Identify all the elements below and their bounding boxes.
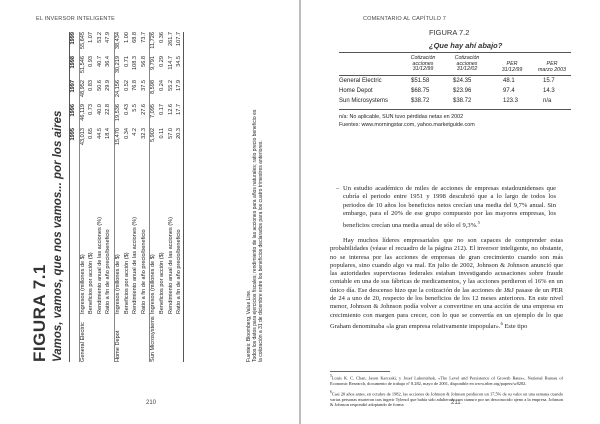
metric-label: Beneficios por acción ($) — [88, 252, 95, 314]
cell-value: 0.65 — [88, 128, 95, 139]
cell-value: 1.07 — [88, 32, 95, 43]
figure-7-1-label: FIGURA 7.1 — [30, 264, 49, 362]
company-name: Home Depot — [339, 88, 373, 94]
cell-value: 0.83 — [88, 80, 95, 91]
cell-value: 34.5 — [176, 56, 183, 67]
col-header: Cotización acciones 31/12/02 — [454, 55, 480, 73]
cell-value: $68.75 — [411, 88, 430, 94]
metric-label: Ingresos (millones de $) — [79, 254, 86, 314]
cell-value: 12.6 — [167, 104, 174, 115]
cell-value: $23.96 — [453, 88, 472, 94]
table-row — [79, 32, 89, 362]
cell-value: 1.00 — [123, 32, 130, 43]
cell-value: 0.34 — [123, 128, 130, 139]
cell-value: 8,598 — [150, 80, 157, 94]
body-paragraph — [330, 237, 563, 331]
cell-value: 17.7 — [176, 104, 183, 115]
source-line: Todos los datos para ejercicios fiscales; rendimiento de las acciones para años naturales; ratio precio beneficio es — [252, 109, 259, 362]
metric-label: Ratio a fin de año precio/beneficio — [105, 229, 112, 314]
cell-value: 11,726 — [150, 32, 157, 49]
cell-value: 38,434 — [114, 32, 121, 50]
footnote — [330, 374, 563, 386]
table-row — [159, 32, 168, 362]
cell-value: 0.52 — [123, 80, 130, 91]
cell-value: 18.4 — [105, 128, 112, 139]
cell-value: 0.29 — [158, 56, 165, 67]
figure-7-2-title: ¿Que hay ahí abajo? — [429, 41, 503, 50]
cell-value: 97.4 — [503, 88, 515, 94]
footnote-marker: 5 — [477, 219, 480, 225]
cell-value: 46,119 — [79, 104, 86, 121]
cell-value: 0.24 — [158, 80, 165, 91]
cell-value: 24,156 — [114, 80, 121, 98]
footnote-rule — [330, 371, 390, 372]
table-row — [124, 32, 133, 362]
table-row — [339, 78, 571, 87]
table-row — [88, 32, 97, 362]
table-row — [141, 32, 150, 362]
cell-value: 40.0 — [96, 104, 103, 115]
col-header: PER marzo 2003 — [538, 61, 566, 73]
figure-7-2-source: Fuentes: www.morningstar.com, yahoo.marketguide.com — [339, 122, 475, 128]
cell-value: 44.5 — [96, 128, 103, 139]
cell-value: $51.58 — [411, 78, 430, 84]
footnote-text: Louis K. C. Chan, Jason Karceski, y Josef Lakonishok, «The Level and Persistence of Growth Rates», National Bureau of Economic Research, documento de trabajo nº 8.282, mayo de 2001, disponible en www.nber.org/papers/w8282. — [330, 375, 563, 386]
cell-value: n/a — [543, 98, 552, 104]
cell-value: 0.43 — [123, 104, 130, 115]
cell-value: 0.11 — [158, 128, 165, 139]
company-name: General Electric — [339, 78, 382, 84]
table-row — [97, 32, 106, 362]
bullet-paragraph — [336, 185, 556, 230]
figure-7-2-top-rule — [339, 52, 571, 53]
bullet-dash: – — [336, 185, 340, 192]
col-header: Cotización acciones 31/12/99 — [410, 55, 436, 73]
footnote-number: 6 — [330, 390, 332, 394]
cell-value: 0.17 — [158, 104, 165, 115]
cell-value: 15,470 — [114, 128, 121, 146]
company-name: Sun Microsystems — [150, 316, 157, 362]
metric-label: Rendimiento anual de las acciones (%) — [132, 216, 139, 314]
cell-value: 76.8 — [132, 80, 139, 91]
company-name: Sun Microsystems — [339, 98, 389, 104]
paragraph-text: Hay muchos líderes empresariales que no son capaces de comprender estas probabilidades (véase el recuadro de la página 212). El inversor inteligente, no obstante, no se interesa por las acciones de empresas de gran crecimiento cuando son más populares, sino cuando algo va mal. En julio de 2002, Johnson & Johnson anunció que las autoridades supervisoras federales estaban investigando acusaciones sobre fraude contable en una de sus fábricas de medicamentos, y las acciones perdieron el 16% en un único día. Ese descenso hizo que la cotización de las acciones de J&J pasase de un PER de 24 a uno de 20, respecto de los beneficios de los 12 meses anteriores. En este nivel menor, Johnson & Johnson podía volver a convertirse en una acción de una empresa en crecimiento con margen para crecer, con lo que se convertía en un ejemplo de lo que Graham denominaba «la gran empresa relativamente impopular». — [330, 237, 563, 331]
figure-7-1-title: Vamos, vamos, que nos vamos... por los aires — [52, 110, 64, 362]
cell-value: 20.3 — [176, 128, 183, 139]
cell-value: $38.72 — [453, 98, 472, 104]
table-row — [168, 32, 177, 362]
metric-label: Beneficios por acción ($) — [158, 252, 165, 314]
footnote-number: 5 — [330, 374, 332, 378]
cell-value: 5,902 — [150, 128, 157, 142]
cell-value: 30,219 — [114, 56, 121, 74]
bullet-text: Un estudio académico de miles de acciones de empresas estadounidenses que cubría el periodo entre 1951 y 1998 descubrió que a lo largo de todos los periodos de 10 años los beneficios netos crecían una media del 9,7% anual. Sin embargo, para el 20% de ese grupo compuesto por las mayores empresas, los beneficios crecían una media anual de sólo el 9,3%. — [343, 185, 556, 229]
figure-7-2-header-rule — [339, 75, 571, 76]
cell-value: 15.7 — [543, 78, 555, 84]
cell-value: 107.7 — [176, 32, 183, 46]
cell-value: 73.7 — [140, 32, 147, 43]
footnote — [330, 390, 563, 407]
metric-label: Rendimiento anual de las acciones (%) — [167, 216, 174, 314]
cell-value: 7,095 — [150, 104, 157, 118]
metric-label: Ingresos (millones de $) — [114, 254, 121, 314]
cell-value: 19,536 — [114, 104, 121, 122]
figure-7-1-wrapper — [28, 32, 278, 362]
source-line: la cotización a 31 de diciembre entre los beneficios declarados para los cuatro trimestres anteriores. — [258, 140, 265, 362]
cell-value: 32.3 — [140, 128, 147, 139]
left-page — [0, 0, 299, 424]
figure-7-2-note: n/a: No aplicable, SUN tuvo pérdidas netas en 2002 — [339, 114, 464, 120]
cell-value: 50.6 — [96, 80, 103, 91]
footnote-text: Casi 20 años antes, en octubre de 1982, las acciones de Johnson & Johnson perdieron un 17,5% de su valor en una semana cuando varias personas murieron tras ingerir Tylenol que había sido adulterado con cianuro por un desconocido ajeno a la empresa. Johnson & Johnson respondió adoptando de forma — [330, 391, 563, 407]
metric-label: Ratio a fin de año precio/beneficio — [176, 229, 183, 314]
cell-value: 9,791 — [150, 56, 157, 70]
cell-value: 37.5 — [140, 80, 147, 91]
footnote-marker: 6 — [500, 320, 503, 326]
running-head-right: COMENTARIO AL CAPÍTULO 7 — [363, 16, 447, 22]
table-row — [149, 32, 159, 362]
cell-value: 36.4 — [105, 56, 112, 67]
year-header: 1995 — [70, 128, 76, 141]
cell-value: 0.73 — [88, 104, 95, 115]
cell-value: 57.0 — [167, 128, 174, 139]
figure-7-2-bottom-rule — [339, 109, 571, 110]
year-header: 1997 — [70, 80, 76, 93]
cell-value: 48,952 — [79, 80, 86, 98]
cell-value: 17.9 — [176, 80, 183, 91]
metric-label: Ingresos (millones de $) — [150, 254, 157, 314]
cell-value: 43,013 — [79, 128, 86, 146]
figure-7-1 — [28, 32, 278, 362]
cell-value: 0.71 — [123, 56, 130, 67]
cell-value: 4.2 — [132, 128, 139, 136]
cell-value: 53.2 — [96, 32, 103, 43]
cell-value: 68.8 — [132, 32, 139, 43]
cell-value: $38.72 — [411, 98, 430, 104]
table-row — [114, 32, 124, 362]
table-row — [339, 88, 571, 97]
year-header: 1999 — [70, 32, 76, 45]
cell-value: 48.1 — [503, 78, 515, 84]
cell-value: 0.36 — [158, 32, 165, 43]
cell-value: 22.8 — [105, 104, 112, 115]
figure-7-1-bottom-rule — [183, 32, 184, 362]
cell-value: 47.9 — [105, 32, 112, 43]
cell-value: 0.93 — [88, 56, 95, 67]
figure-7-1-table — [70, 32, 185, 362]
metric-label: Ratio a fin de año precio/beneficio — [140, 229, 147, 314]
year-header: 1998 — [70, 56, 76, 69]
cell-value: $24.35 — [453, 78, 472, 84]
page-number-right: 211 — [451, 400, 461, 406]
cell-value: 29.9 — [105, 80, 112, 91]
cell-value: 51,546 — [79, 56, 86, 74]
cell-value: 56.8 — [140, 56, 147, 67]
cell-value: 123.3 — [503, 98, 519, 104]
table-row — [339, 98, 571, 107]
paragraph-trailing-text: Este tipo — [502, 323, 528, 331]
figure-7-2-label: FIGURA 7.2 — [429, 28, 470, 37]
metric-label: Rendimiento anual de las acciones (%) — [96, 216, 103, 314]
cell-value: 27.6 — [140, 104, 147, 115]
metric-label: Beneficios por acción ($) — [123, 252, 130, 314]
company-name: General Electric — [79, 322, 86, 362]
table-header-row — [70, 32, 79, 362]
page-number-left: 210 — [146, 400, 157, 406]
table-row — [105, 32, 114, 362]
cell-value: 108.3 — [132, 56, 139, 70]
source-line: Fuentes: Bloomberg, Value Line. — [246, 289, 252, 362]
cell-value: 261.7 — [167, 32, 174, 46]
year-header: 1996 — [70, 104, 76, 117]
running-head-left: EL INVERSOR INTELIGENTE — [36, 16, 115, 22]
cell-value: 114.7 — [167, 56, 174, 70]
figure-7-1-source — [246, 32, 265, 362]
cell-value: 40.7 — [96, 56, 103, 67]
cell-value: 5.5 — [132, 104, 139, 112]
company-name: Home Depot — [114, 330, 121, 362]
cell-value: 55,645 — [79, 32, 86, 50]
cell-value: 55.2 — [167, 80, 174, 91]
table-row — [132, 32, 141, 362]
col-header: PER 31/12/99 — [501, 61, 523, 73]
cell-value: 14.3 — [543, 88, 555, 94]
